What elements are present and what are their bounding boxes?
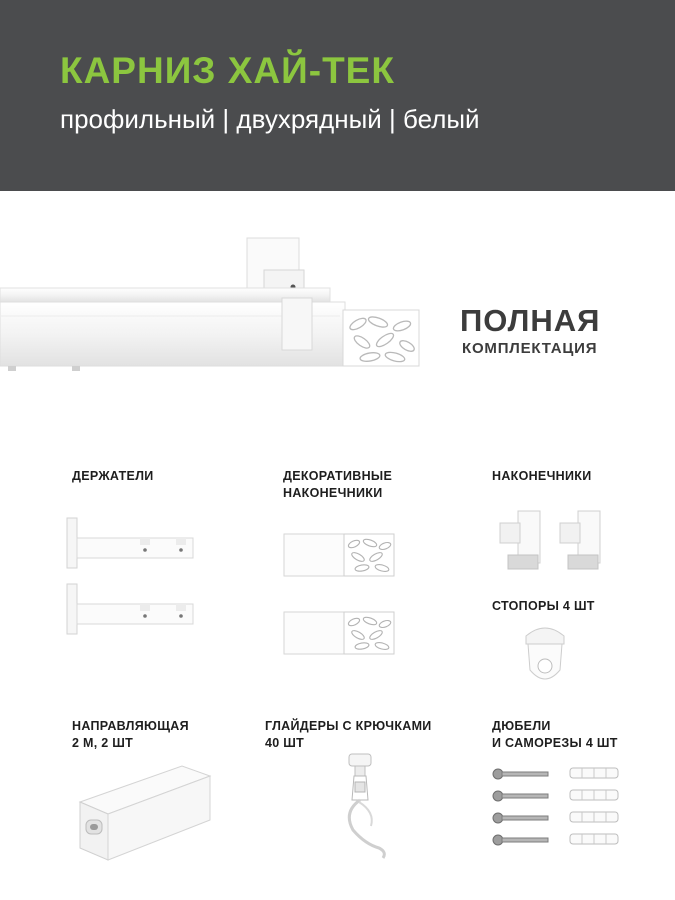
rail-image <box>72 760 212 865</box>
holder-bracket-top <box>67 518 193 568</box>
full-set-headline: ПОЛНАЯ <box>460 303 601 338</box>
dowel-set <box>570 768 618 844</box>
tips-image <box>496 505 606 577</box>
product-subtitle: профильный | двухрядный | белый <box>60 104 480 134</box>
cornice-hero-image <box>0 230 440 380</box>
holders-label: ДЕРЖАТЕЛИ <box>72 469 154 483</box>
stopper-image <box>520 622 570 692</box>
holders-image <box>66 512 206 642</box>
glider-hook-image <box>335 752 405 862</box>
gliders-label: ГЛАЙДЕРЫ С КРЮЧКАМИ 40 ШТ <box>265 719 432 750</box>
end-cap-left <box>500 511 540 569</box>
decor-tips-label: ДЕКОРАТИВНЫЕ НАКОНЕЧНИКИ <box>283 469 393 500</box>
end-cap-right <box>560 511 600 569</box>
product-title: КАРНИЗ ХАЙ-ТЕК <box>60 50 395 91</box>
decor-tip-upper <box>284 534 394 576</box>
stoppers-label: СТОПОРЫ 4 ШТ <box>492 599 595 613</box>
decor-tips-image <box>282 530 412 660</box>
decor-tip-lower <box>284 612 394 654</box>
holder-bracket-bottom <box>67 584 193 634</box>
screw-set <box>493 769 548 845</box>
dowels-screws-image <box>490 766 640 856</box>
full-set-subline: КОМПЛЕКТАЦИЯ <box>462 340 598 357</box>
dowels-label: ДЮБЕЛИ И САМОРЕЗЫ 4 ШТ <box>492 719 618 750</box>
header-banner <box>0 0 675 191</box>
rail-label: НАПРАВЛЯЮЩАЯ 2 М, 2 ШТ <box>72 719 189 750</box>
tips-label: НАКОНЕЧНИКИ <box>492 469 592 483</box>
